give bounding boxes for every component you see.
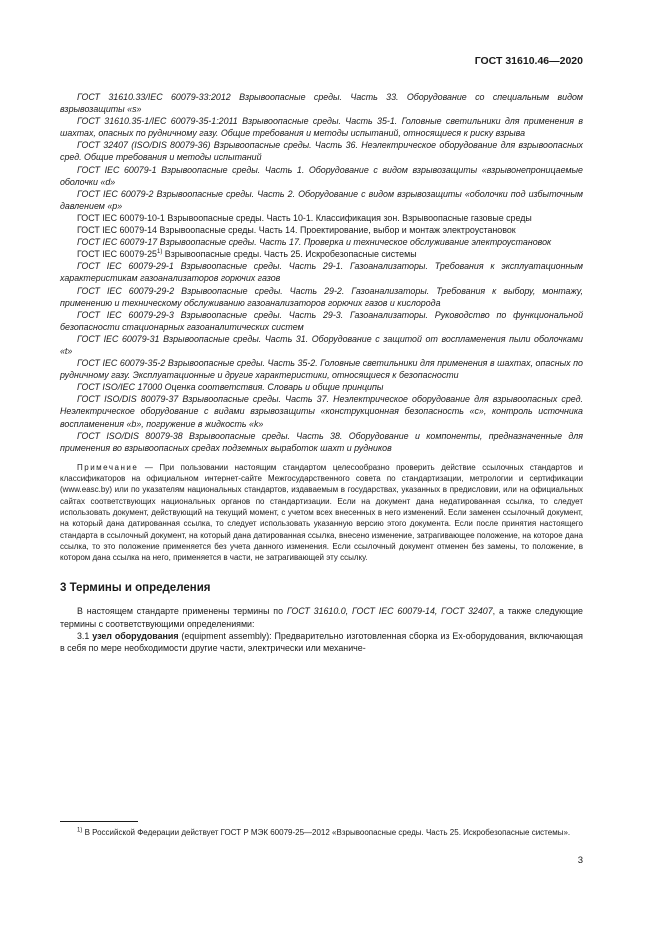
page-number: 3	[577, 855, 583, 866]
reference-item	[60, 248, 583, 260]
footnote-divider	[60, 821, 138, 822]
reference-item	[60, 357, 583, 381]
reference-item	[60, 139, 583, 163]
reference-text: ГОСТ 32407 (ISO/DIS 80079-36) Взрывоопасные среды. Часть 36. Неэлектрическое оборудование для взрывоопасных сред. Общие требования и методы испытаний	[60, 140, 583, 163]
reference-text: ГОСТ IEC 60079-10-1 Взрывоопасные среды. Часть 10-1. Классификация зон. Взрывоопасные газовые среды	[77, 212, 532, 223]
reference-text: ГОСТ IEC 60079-29-1 Взрывоопасные среды. Часть 29-1. Газоанализаторы. Требования к эксплуатационным характеристикам газоанализаторов горючих газов	[60, 261, 583, 284]
normative-references-list	[60, 91, 583, 454]
intro-pre: В настоящем стандарте применены термины по	[77, 606, 287, 617]
reference-footnote-marker: 1)	[156, 249, 163, 256]
reference-code: ГОСТ IEC 60079-25	[77, 249, 157, 260]
reference-item	[60, 430, 583, 454]
term-definition-text: (equipment assembly): Предварительно изготовленная сборка из Ex-оборудования, включающая в себя по мере необходимости другие части, электрически или механиче-	[60, 630, 583, 653]
reference-text: ГОСТ IEC 60079-31 Взрывоопасные среды. Часть 31. Оборудование с защитой от воспламенения пыли оболочками «t»	[60, 333, 583, 356]
reference-text: ГОСТ IEC 60079-1 Взрывоопасные среды. Часть 1. Оборудование с видом взрывозащиты «взрывонепроницаемые оболочки «d»	[60, 164, 583, 187]
page-content	[60, 91, 583, 654]
reference-text: ГОСТ IEC 60079-29-3 Взрывоопасные среды. Часть 29-3. Газоанализаторы. Руководство по функциональной безопасности стационарных газоаналитических систем	[60, 309, 583, 332]
term-number: 3.1	[77, 630, 93, 641]
reference-item	[60, 115, 583, 139]
section-intro	[60, 605, 583, 629]
reference-item	[60, 188, 583, 212]
reference-item	[60, 309, 583, 333]
reference-text: ГОСТ IEC 60079-29-2 Взрывоопасные среды. Часть 29-2. Газоанализаторы. Требования к выбору, монтажу, применению и техническому обслуживанию газоанализаторов горючих газов и кислорода	[60, 285, 583, 308]
reference-item	[60, 393, 583, 429]
page-header-standard: ГОСТ 31610.46—2020	[474, 55, 583, 67]
note-label: Примечание	[77, 462, 139, 472]
section-title: 3 Термины и определения	[60, 582, 211, 595]
reference-item	[60, 212, 583, 224]
reference-item	[60, 260, 583, 284]
reference-text: ГОСТ ISO/DIS 80079-37 Взрывоопасные среды. Часть 37. Неэлектрическое оборудование для взрывоопасных сред. Неэлектрическое оборудование с видами взрывозащиты «конструкционная безопасность «c», контроль источника воспламенения «b», погружение в жидкость «k»	[60, 394, 583, 429]
reference-item	[60, 164, 583, 188]
reference-item	[60, 224, 583, 236]
term-name: узел оборудования	[92, 630, 179, 641]
reference-text: ГОСТ IEC 60079-2 Взрывоопасные среды. Часть 2. Оборудование с видом взрывозащиты «оболочки под избыточным давлением «p»	[60, 188, 583, 211]
term-definition	[60, 630, 583, 654]
reference-text: ГОСТ IEC 60079-14 Взрывоопасные среды. Часть 14. Проектирование, выбор и монтаж электроустановок	[77, 225, 516, 236]
reference-text: ГОСТ IEC 60079-35-2 Взрывоопасные среды. Часть 35-2. Головные светильники для применения в шахтах, опасных по рудничному газу. Эксплуатационные и другие характеристики, относящиеся к безопасности	[60, 358, 583, 381]
reference-item	[60, 91, 583, 115]
reference-text: ГОСТ ISO/DIS 80079-38 Взрывоопасные среды. Часть 38. Оборудование и компоненты, предназначенные для применения во взрывоопасных средах подземных выработок шахт и рудников	[60, 430, 583, 453]
reference-text: ГОСТ 31610.33/IEC 60079-33:2012 Взрывоопасные среды. Часть 33. Оборудование со специальным видом взрывозащиты «s»	[60, 92, 583, 115]
reference-text: Взрывоопасные среды. Часть 25. Искробезопасные системы	[162, 249, 417, 260]
note-paragraph	[60, 462, 583, 564]
reference-text: ГОСТ IEC 60079-17 Взрывоопасные среды. Часть 17. Проверка и техническое обслуживание электроустановок	[77, 237, 552, 248]
intro-post: , а также следующие термины с соответствующими определениями:	[60, 606, 583, 629]
note-text: — При пользовании настоящим стандартом целесообразно проверить действие ссылочных стандартов и классификаторов на официальном интернет-сайте Межгосударственного совета по стандартизации, метрологии и сертификации (www.easc.by) или по указателям национальных стандартов, издаваемым в государствах, указанных в предисловии, или на официальных сайтах соответствующих национальных органов по стандартизации. Если на документ дана недатированная ссылка, то следует использовать документ, действующий на текущий момент, с учетом всех внесенных в него изменений. Если заменен ссылочный документ, на который дана датированная ссылка, то следует использовать указанную версию этого документа. Если после принятия настоящего стандарта в ссылочный документ, на который дана датированная ссылка, внесено изменение, затрагивающее положение, на которое дана ссылка, то это положение применяется без учета данного изменения. Если ссылочный документ отменен без замены, то положение, в котором дана ссылка на него, применяется в части, не затрагивающей эту ссылку.	[60, 462, 583, 563]
footnote-marker: 1)	[77, 827, 83, 834]
intro-refs: ГОСТ 31610.0, ГОСТ IEC 60079-14, ГОСТ 32407	[286, 606, 493, 617]
reference-text: ГОСТ ISO/IEC 17000 Оценка соответствия. Словарь и общие принципы	[77, 382, 384, 393]
footnote	[60, 827, 583, 838]
reference-item	[60, 285, 583, 309]
reference-text: ГОСТ 31610.35-1/IEC 60079-35-1:2011 Взрывоопасные среды. Часть 35-1. Головные светильники для применения в шахтах, опасных по рудничному газу. Общие требования и методы испытаний, относящиеся к риску взрыва	[60, 116, 583, 139]
reference-item	[60, 381, 583, 393]
reference-item	[60, 236, 583, 248]
footnote-text: В Российской Федерации действует ГОСТ Р МЭК 60079-25—2012 «Взрывоопасные среды. Часть 25. Искробезопасные системы».	[82, 828, 571, 837]
reference-item	[60, 333, 583, 357]
